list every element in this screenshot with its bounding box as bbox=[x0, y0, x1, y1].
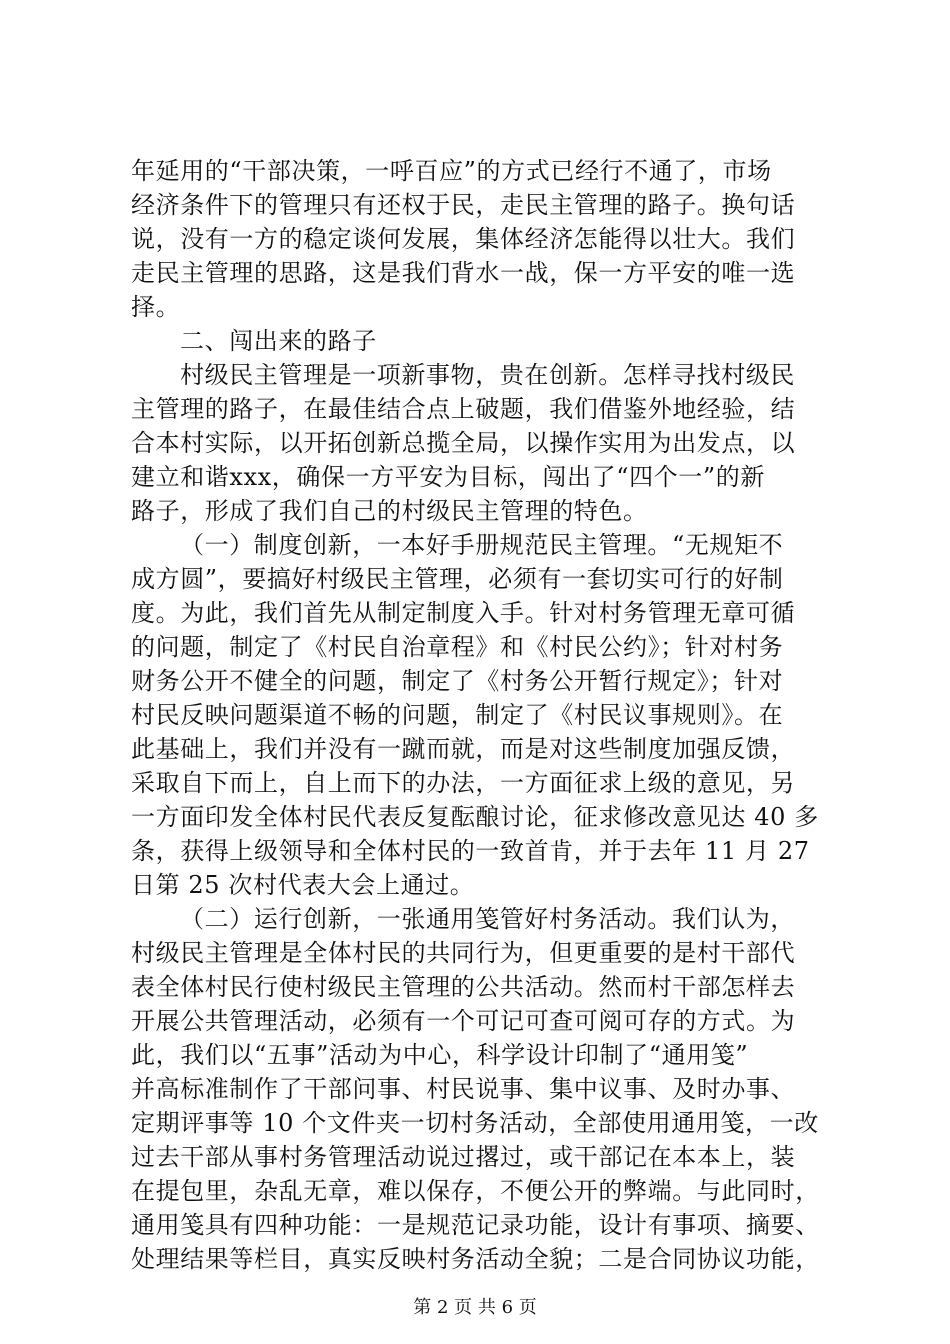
text-line: 此，我们以“五事”活动为中心，科学设计印制了“通用笺” bbox=[131, 1041, 749, 1069]
page-number-footer: 第 2 页 共 6 页 bbox=[413, 1297, 537, 1318]
text-line: 开展公共管理活动，必须有一个可记可查可阅可存的方式。为 bbox=[131, 1007, 796, 1035]
text-line: 村级民主管理是全体村民的共同行为，但更重要的是村干部代 bbox=[131, 939, 796, 967]
text-line: 主管理的路子，在最佳结合点上破题，我们借鉴外地经验，结 bbox=[131, 395, 796, 423]
text-line: 年延用的“干部决策，一呼百应”的方式已经行不通了，市场 bbox=[131, 157, 772, 185]
text-line: 并高标准制作了干部问事、村民说事、集中议事、及时办事、 bbox=[131, 1075, 796, 1103]
text-line: 村级民主管理是一项新事物，贵在创新。怎样寻找村级民 bbox=[180, 361, 795, 389]
text-line: 合本村实际，以开拓创新总揽全局，以操作实用为出发点，以 bbox=[131, 429, 796, 457]
text-line: 路子，形成了我们自己的村级民主管理的特色。 bbox=[131, 497, 648, 525]
text-line: 走民主管理的思路，这是我们背水一战，保一方平安的唯一选 bbox=[131, 259, 796, 287]
text-line: 的问题，制定了《村民自治章程》和《村民公约》；针对村务 bbox=[131, 633, 784, 661]
text-line: 村民反映问题渠道不畅的问题，制定了《村民议事规则》。在 bbox=[131, 701, 784, 729]
text-line: 经济条件下的管理只有还权于民，走民主管理的路子。换句话 bbox=[131, 191, 796, 219]
text-line: 成方圆”，要搞好村级民主管理，必须有一套切实可行的好制 bbox=[131, 565, 784, 593]
text-line: 度。为此，我们首先从制定制度入手。针对村务管理无章可循 bbox=[131, 599, 796, 627]
text-line: 此基础上，我们并没有一蹴而就，而是对这些制度加强反馈， bbox=[131, 735, 796, 763]
text-line: 说，没有一方的稳定谈何发展，集体经济怎能得以壮大。我们 bbox=[131, 225, 796, 253]
text-line: 日第 25 次村代表大会上通过。 bbox=[131, 871, 475, 899]
section-heading: 二、闯出来的路子 bbox=[180, 327, 377, 355]
text-line: 在提包里，杂乱无章，难以保存，不便公开的弊端。与此同时， bbox=[131, 1177, 820, 1205]
text-line: 择。 bbox=[131, 293, 181, 321]
text-line: 条，获得上级领导和全体村民的一致首肯，并于去年 11 月 27 bbox=[131, 837, 810, 865]
text-line: 采取自下而上，自上而下的办法，一方面征求上级的意见，另 bbox=[131, 769, 796, 797]
subsection-heading: （一）制度创新，一本好手册规范民主管理。“无规矩不 bbox=[180, 531, 784, 559]
text-line: 过去干部从事村务管理活动说过撂过，或干部记在本本上，装 bbox=[131, 1143, 796, 1171]
text-line: 定期评事等 10 个文件夹一切村务活动，全部使用通用笺，一改 bbox=[131, 1109, 819, 1137]
subsection-heading: （二）运行创新，一张通用笺管好村务活动。我们认为， bbox=[180, 905, 795, 933]
text-line: 通用笺具有四种功能：一是规范记录功能，设计有事项、摘要、 bbox=[131, 1211, 820, 1239]
text-line: 表全体村民行使村级民主管理的公共活动。然而村干部怎样去 bbox=[131, 973, 796, 1001]
text-line: 一方面印发全体村民代表反复酝酿讨论，征求修改意见达 40 多 bbox=[131, 803, 819, 831]
text-line: 建立和谐xxx，确保一方平安为目标，闯出了“四个一”的新 bbox=[131, 463, 765, 491]
text-line: 处理结果等栏目，真实反映村务活动全貌；二是合同协议功能， bbox=[131, 1245, 820, 1273]
text-line: 财务公开不健全的问题，制定了《村务公开暂行规定》；针对 bbox=[131, 667, 784, 695]
